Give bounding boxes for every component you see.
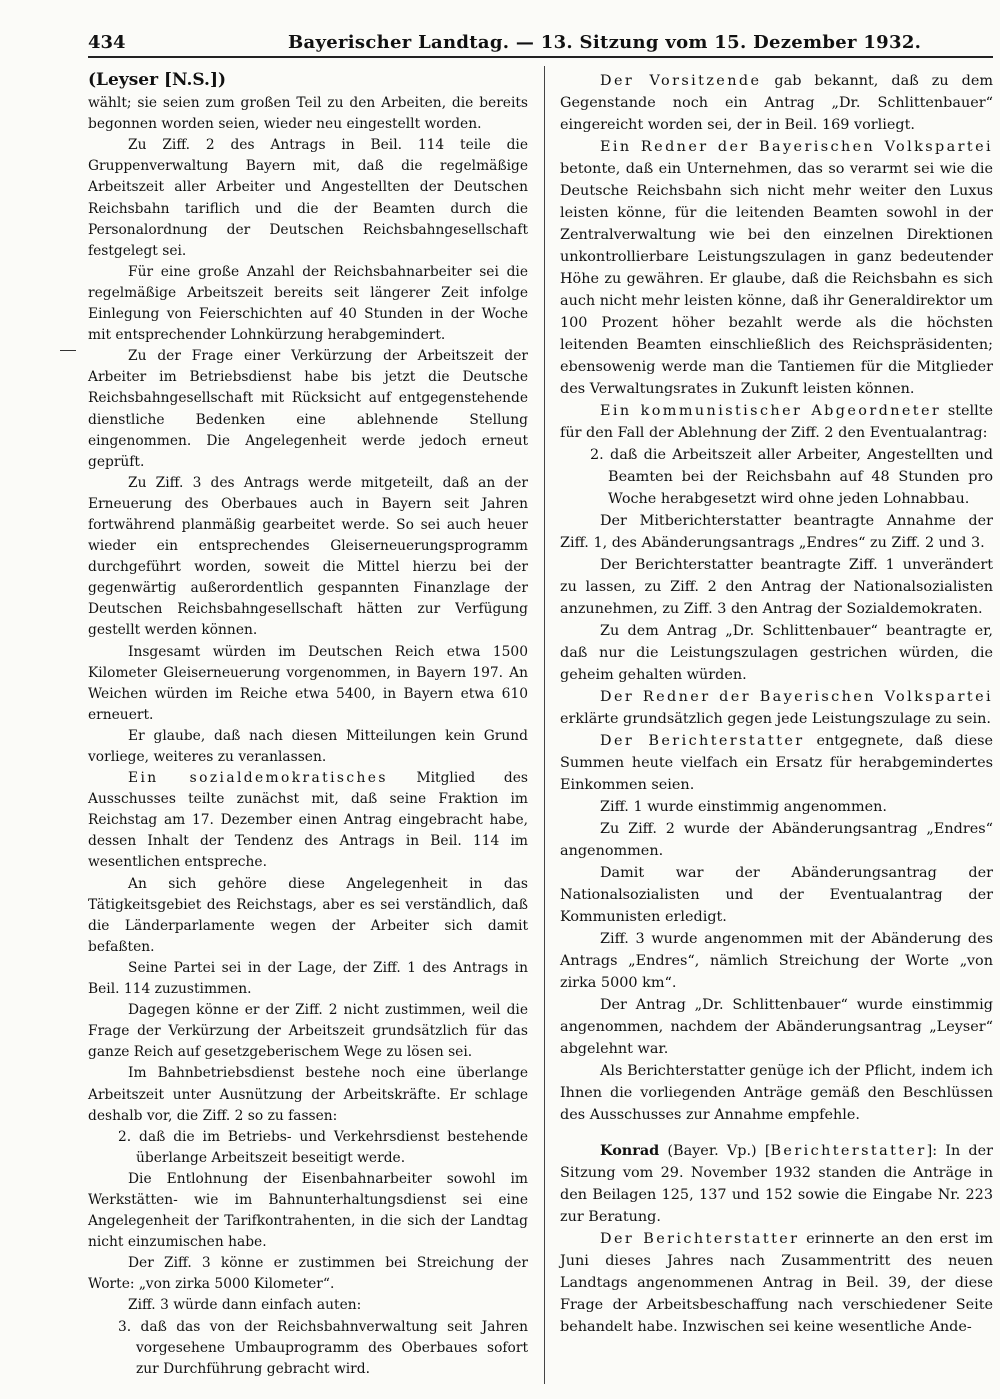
speaker-name: Konrad [600,1142,660,1159]
paragraph: Er glaube, daß nach diesen Mitteilungen kein Grund vorliege, weiteres zu veranlassen. [88,727,528,765]
paragraph: Der Berichterstatter beantragte Ziff. 1 unverändert zu lassen, zu Ziff. 2 den Antrag der Nationalsozialisten anzunehmen, zu Ziff. 3 den Antrag der Sozialdemokraten. [560,557,993,617]
spaced-phrase: Ein sozialdemokratisches [128,770,388,787]
paragraph: Ziff. 3 würde dann einfach auten: [128,1297,362,1314]
paragraph-text: ]: In der Sitzung vom 29. November 1932 standen die Anträge in den Beilagen 125, 137 und 152 sowie die Eingabe Nr. 223 zur Beratung. [560,1143,993,1225]
paragraph: Ziff. 1 wurde einstimmig angenommen. [600,799,887,815]
right-column [560,70,993,1338]
spaced-phrase: Ein Redner der Bayerischen Volkspartei [600,139,993,155]
paragraph: Dagegen könne er der Ziff. 2 nicht zustimmen, weil die Frage der Verkürzung der Arbeitszeit grundsätzlich für das ganze Reich auf gesetzgeberischem Wege zu lösen sei. [88,1002,528,1061]
spaced-phrase: Der Berichterstatter [600,733,805,749]
running-title: Bayerischer Landtag. — 13. Sitzung vom 15. Dezember 1932. [288,32,922,53]
paragraph-text: erklärte grundsätzlich gegen jede Leistungszulage zu sein. [560,711,991,727]
paragraph: Zu Ziff. 2 des Antrags in Beil. 114 teile die Gruppenverwaltung Bayern mit, daß die regelmäßige Arbeitszeit aller Arbeiter und Angestellten der Deutschen Reichsbahn tariflich und die der Beamten durch die Personalordnung der Deutschen Reichsbahngesellschaft festgelegt sei. [88,137,528,259]
paragraph: Der Mitberichterstatter beantragte Annahme der Ziff. 1, des Abänderungsantrags „Endres“ zu Ziff. 2 und 3. [560,513,993,551]
speaker-role: Berichterstatter [770,1143,927,1159]
speaker-heading: (Leyser [N.S.]) [88,70,227,90]
paragraph [560,70,993,136]
spaced-phrase: Der Vorsitzende [600,73,762,89]
paragraph-text: gab bekannt, daß zu dem Gegenstande noch ein Antrag „Dr. Schlittenbauer“ eingereicht worden sei, der in Beil. 169 vorliegt. [560,73,993,133]
proposal-item: 2. daß die im Betriebs- und Verkehrsdienst bestehende überlange Arbeitszeit beseitigt werde. [118,1128,528,1166]
paragraph: wählt; sie seien zum großen Teil zu den Arbeiten, die bereits begonnen worden seien, wieder neu eingestellt worden. [88,95,528,133]
paragraph [88,768,528,873]
paragraph-text: stellte für den Fall der Ablehnung der Ziff. 2 den Eventualantrag: [560,403,994,441]
spaced-phrase: Der Redner der Bayerischen Volkspartei [600,689,993,705]
paragraph: Zu Ziff. 2 wurde der Abänderungsantrag „Endres“ angenommen. [560,821,993,859]
paragraph: Als Berichterstatter genüge ich der Pflicht, indem ich Ihnen die vorliegenden Anträge gemäß den Beschlüssen des Ausschusses zur Annahme empfehle. [560,1063,993,1123]
spaced-phrase: Ein kommunistischer Abgeordneter [600,403,942,419]
paragraph: Der Antrag „Dr. Schlittenbauer“ wurde einstimmig angenommen, nachdem der Abänderungsantrag „Leyser“ abgelehnt war. [560,997,993,1057]
paragraph: Zu Ziff. 3 des Antrags werde mitgeteilt, daß an der Erneuerung des Oberbaues auch in Bayern seit Jahren fortwährend planmäßig gearbeitet werde. So sei auch heuer wieder ein entsprechendes Gleiserneuerungsprogramm durchgeführt worden, soweit die Mittel hierzu bei der gegenwärtig außerordentlich gespannten Finanzlage der Deutschen Reichsbahngesellschaft hätten zur Verfügung gestellt werden können. [88,474,528,639]
paragraph: Im Bahnbetriebsdienst bestehe noch eine überlange Arbeitszeit unter Ausnützung der Arbeitskräfte. Er schlage deshalb vor, die Ziff. 2 so zu fassen: [88,1065,528,1124]
paragraph [560,1228,993,1338]
left-column [88,70,528,1380]
paragraph [560,686,993,730]
paragraph-text: entgegnete, daß diese Summen heute vielfach ein Ersatz für herabgemindertes Einkommen seien. [560,733,993,793]
page-number: 434 [88,32,126,53]
paragraph: Die Entlohnung der Eisenbahnarbeiter sowohl im Werkstätten- wie im Bahnunterhaltungsdienst sei eine Angelegenheit der Tarifkontrahenten, in die sich der Landtag nicht einzumischen habe. [88,1170,528,1251]
proposal-item: 2. daß die Arbeitszeit aller Arbeiter, Angestellten und Beamten bei der Reichsbahn auf 48 Stunden pro Woche herabgesetzt wird ohne jeden Lohnabbau. [590,447,993,507]
paragraph: Damit war der Abänderungsantrag der Nationalsozialisten und der Eventualantrag der Kommunisten erledigt. [560,865,993,925]
paragraph [560,1140,993,1228]
page-header [88,28,993,58]
paragraph: Zu dem Antrag „Dr. Schlittenbauer“ beantragte er, daß nur die Leistungszulagen gestrichen würden, die geheim gehalten würden. [560,623,993,683]
speaker-party: (Bayer. Vp.) [ [659,1143,771,1159]
paragraph: Ziff. 3 wurde angenommen mit der Abänderung des Antrags „Endres“, nämlich Streichung der Worte „von zirka 5000 km“. [560,931,993,991]
paragraph: An sich gehöre diese Angelegenheit in das Tätigkeitsgebiet des Reichstags, aber es sei verständlich, daß die Länderparlamente wegen der Arbeiter sich damit befaßten. [88,875,528,955]
spaced-phrase: Der Berichterstatter [600,1231,800,1247]
paragraph: Insgesamt würden im Deutschen Reich etwa 1500 Kilometer Gleiserneuerung vorgenommen, in Bayern 197. An Weichen würden im Reiche etwa 5400, in Bayern etwa 610 erneuert. [88,643,528,723]
paragraph: Für eine große Anzahl der Reichsbahnarbeiter sei die regelmäßige Arbeitszeit bereits seit längerer Zeit infolge Einlegung von Feierschichten auf 40 Stunden in der Woche mit entsprechender Lohnkürzung herabgemindert. [88,263,528,344]
paragraph-text: betonte, daß ein Unternehmen, das so verarmt sei wie die Deutsche Reichsbahn sich nicht mehr weiter den Luxus leisten könne, für die leitenden Beamten sowohl in der Zentralverwaltung wie bei den einzelnen Direktionen unkontrollierbare Leistungszulagen in ganz bedeutender Höhe zu gewähren. Er glaube, daß die Reichsbahn es sich auch nicht mehr leisten könne, daß ihr Generaldirektor um 100 Prozent höher bezahlt werde als die höchsten leitenden Beamten einschließlich des Reichspräsidenten; ebensowenig werde man die Tantiemen für die Mitglieder des Verwaltungsrates in Zukunft leisten können. [560,161,993,397]
paragraph [560,730,993,796]
paragraph: Der Ziff. 3 könne er zustimmen bei Streichung der Worte: „von zirka 5000 Kilometer“. [88,1255,528,1293]
proposal-item: 3. daß das von der Reichsbahnverwaltung seit Jahren vorgesehene Umbauprogramm des Oberbaues sofort zur Durchführung gebracht wird. [118,1318,528,1377]
paragraph [560,400,993,444]
paragraph-text: erinnerte an den erst im Juni dieses Jahres nach Zusammentritt des neuen Landtags angenommenen Antrag in Beil. 39, der diese Frage der Arbeitsbeschaffung nach verschiedener Seite behandelt habe. Inzwischen sei keine wesentliche Ande- [560,1231,993,1335]
paragraph: Seine Partei sei in der Lage, der Ziff. 1 des Antrags in Beil. 114 zuzustimmen. [88,959,528,998]
margin-mark [60,350,76,351]
paragraph [560,136,993,400]
paragraph-text: Mitglied des Ausschusses teilte zunächst mit, daß seine Fraktion im Reichstag am 17. Dezember einen Antrag eingebracht habe, dessen Inhalt der Tendenz des Antrags in Beil. 114 im wesentlichen entspreche. [88,770,528,871]
column-rule [544,66,545,1384]
paragraph: Zu der Frage einer Verkürzung der Arbeitszeit der Arbeiter im Betriebsdienst habe bis jetzt die Deutsche Reichsbahngesellschaft mit Rücksicht auf entgegenstehende dienstliche Bedenken eine ablehnende Stellung eingenommen. Die Angelegenheit werde jedoch erneut geprüft. [88,348,528,470]
